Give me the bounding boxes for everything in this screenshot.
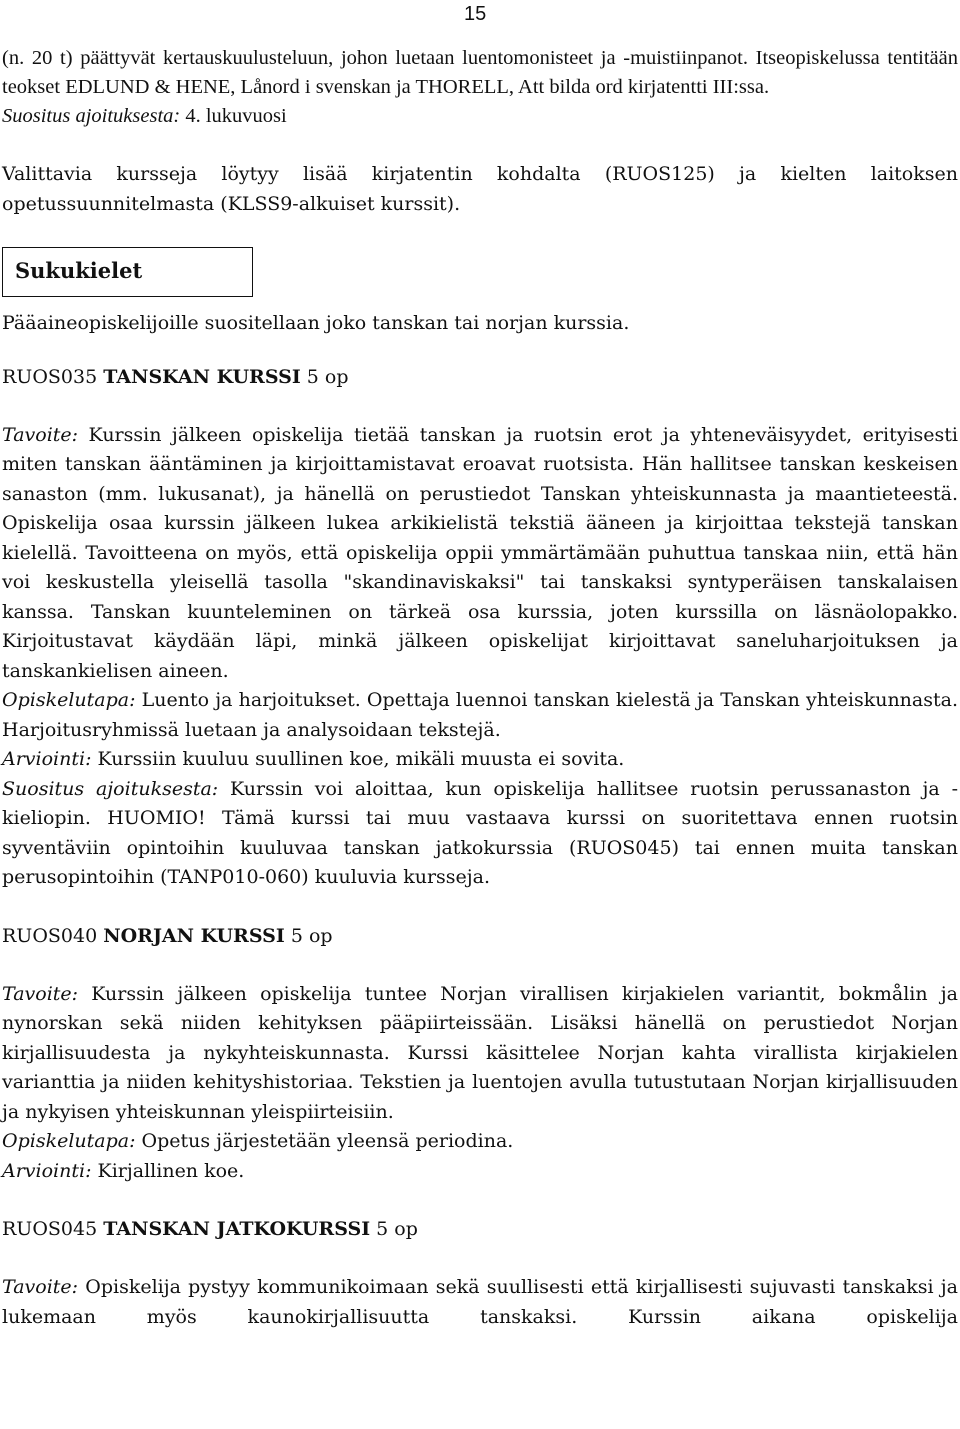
course-heading-ruos040 <box>2 922 958 951</box>
document-body <box>2 44 958 1332</box>
goal-label: Tavoite: <box>2 982 79 1005</box>
course-name: TANSKAN KURSSI <box>103 365 301 388</box>
course-goal <box>2 980 958 1128</box>
study-method-label: Opiskelutapa: <box>2 689 136 711</box>
goal-text: Opiskelija pystyy kommunikoimaan sekä suullisesti että kirjallisesti sujuvasti tanskaksi ja lukemaan myös kaunokirjallisuutta tanskaksi. Kurssin aikana opiskelija <box>2 1276 958 1328</box>
study-method-label: Opiskelutapa: <box>2 1130 136 1152</box>
goal-text: Kurssin jälkeen opiskelija tuntee Norjan virallisen kirjakielen variantit, bokmålin ja nynorskan sekä niiden kehityksen pääpiirteissään. Lisäksi hänellä on perustiedot Norjan kirjallisuudesta ja nykyhteiskunnasta. Kurssi käsittelee Norjan kahta virallista kirjakielen varianttia ja niiden kehityshistoriaa. Tekstien ja luentojen avulla tutustutaan Norjan kirjallisuuden ja nykyisen yhteiskunnan yleispiirteisiin. <box>2 982 958 1123</box>
assessment-text: Kurssiin kuuluu suullinen koe, mikäli muusta ei sovita. <box>91 748 625 770</box>
course-name: NORJAN KURSSI <box>103 924 285 947</box>
study-method-text: Opetus järjestetään yleensä periodina. <box>135 1130 514 1152</box>
section-title: Sukukielet <box>15 258 143 283</box>
course-credits: 5 op <box>290 924 333 947</box>
section-heading-box <box>2 247 253 297</box>
assessment-label: Arviointi: <box>2 1159 92 1182</box>
timing-label: Suositus ajoituksesta: <box>2 777 219 800</box>
study-method-text: Luento ja harjoitukset. Opettaja luennoi tanskan kielestä ja Tanskan yhteiskunnasta. Harjoitusryhmissä luetaan ja analysoidaan tekstejä. <box>2 689 958 741</box>
course-credits: 5 op <box>306 365 349 388</box>
course-goal <box>2 421 958 687</box>
course-heading-ruos045 <box>2 1215 958 1244</box>
intro-timing-value: 4. lukuvuosi <box>180 105 287 127</box>
course-code: RUOS045 <box>2 1218 98 1240</box>
assessment-text: Kirjallinen koe. <box>91 1159 245 1182</box>
page-number: 15 <box>464 3 487 25</box>
course-assessment <box>2 745 958 775</box>
goal-label: Tavoite: <box>2 423 79 446</box>
goal-label: Tavoite: <box>2 1276 79 1298</box>
course-code: RUOS040 <box>2 924 98 947</box>
course-code: RUOS035 <box>2 365 98 388</box>
course-heading-ruos035 <box>2 363 958 392</box>
course-name: TANSKAN JATKOKURSSI <box>103 1218 371 1240</box>
timing-text: Kurssin voi aloittaa, kun opiskelija hallitsee ruotsin perussanaston ja -kieliopin. HUOMIO! Tämä kurssi tai muu vastaava kurssi on suoritettava ennen ruotsin syventäviin opintoihin kuuluvaa tanskan jatkokurssia (RUOS045) tai ennen muita tanskan perusopintoihin (TANP010-060) kuuluvia kursseja. <box>2 777 958 888</box>
course-assessment <box>2 1157 958 1187</box>
assessment-label: Arviointi: <box>2 748 92 770</box>
course-goal <box>2 1273 958 1332</box>
optional-courses-paragraph: Valittavia kursseja löytyy lisää kirjatentin kohdalta (RUOS125) ja kielten laitoksen opetussuunnitelmasta (KLSS9-alkuiset kurssit). <box>2 163 958 215</box>
course-study-method <box>2 686 958 745</box>
section-note: Pääaineopiskelijoille suositellaan joko tanskan tai norjan kurssia. <box>2 312 630 334</box>
intro-timing-label: Suositus ajoituksesta: <box>2 105 181 127</box>
course-timing <box>2 775 958 893</box>
intro-paragraph <box>2 44 958 131</box>
course-credits: 5 op <box>376 1218 418 1240</box>
goal-text: Kurssin jälkeen opiskelija tietää tanskan ja ruotsin erot ja yhteneväisyydet, erityisesti miten tanskan ääntäminen ja kirjoittamistavat eroavat ruotsista. Hän hallitsee tanskan keskeisen sanaston (mm. lukusanat), ja hänellä on perustiedot Tanskan yhteiskunnasta ja maantieteestä. Opiskelija osaa kurssin jälkeen lukea arkikielistä tekstiä ääneen ja kirjoittaa tekstejä tanskan kielellä. Tavoitteena on myös, että opiskelija oppii ymmärtämään puhuttua tanskaa niin, että hän voi keskustella yleisellä tasolla "skandinaviskaksi" tai tanskaksi syntyperäisen tanskalaisen kanssa. Tanskan kuunteleminen on tärkeä osa kurssia, joten kurssilla on läsnäolopakko. Kirjoitustavat käydään läpi, minkä jälkeen opiskelijat kirjoittavat saneluharjoituksen ja tanskankielisen aineen. <box>2 423 958 682</box>
course-study-method <box>2 1127 958 1157</box>
intro-text: (n. 20 t) päättyvät kertauskuulusteluun, johon luetaan luentomonisteet ja -muistiinpanot. Itseopiskelussa tentitään teokset EDLUND & HENE, Lånord i svenskan ja THORELL, Att bilda ord kirjatentti III:ssa. <box>2 47 958 98</box>
